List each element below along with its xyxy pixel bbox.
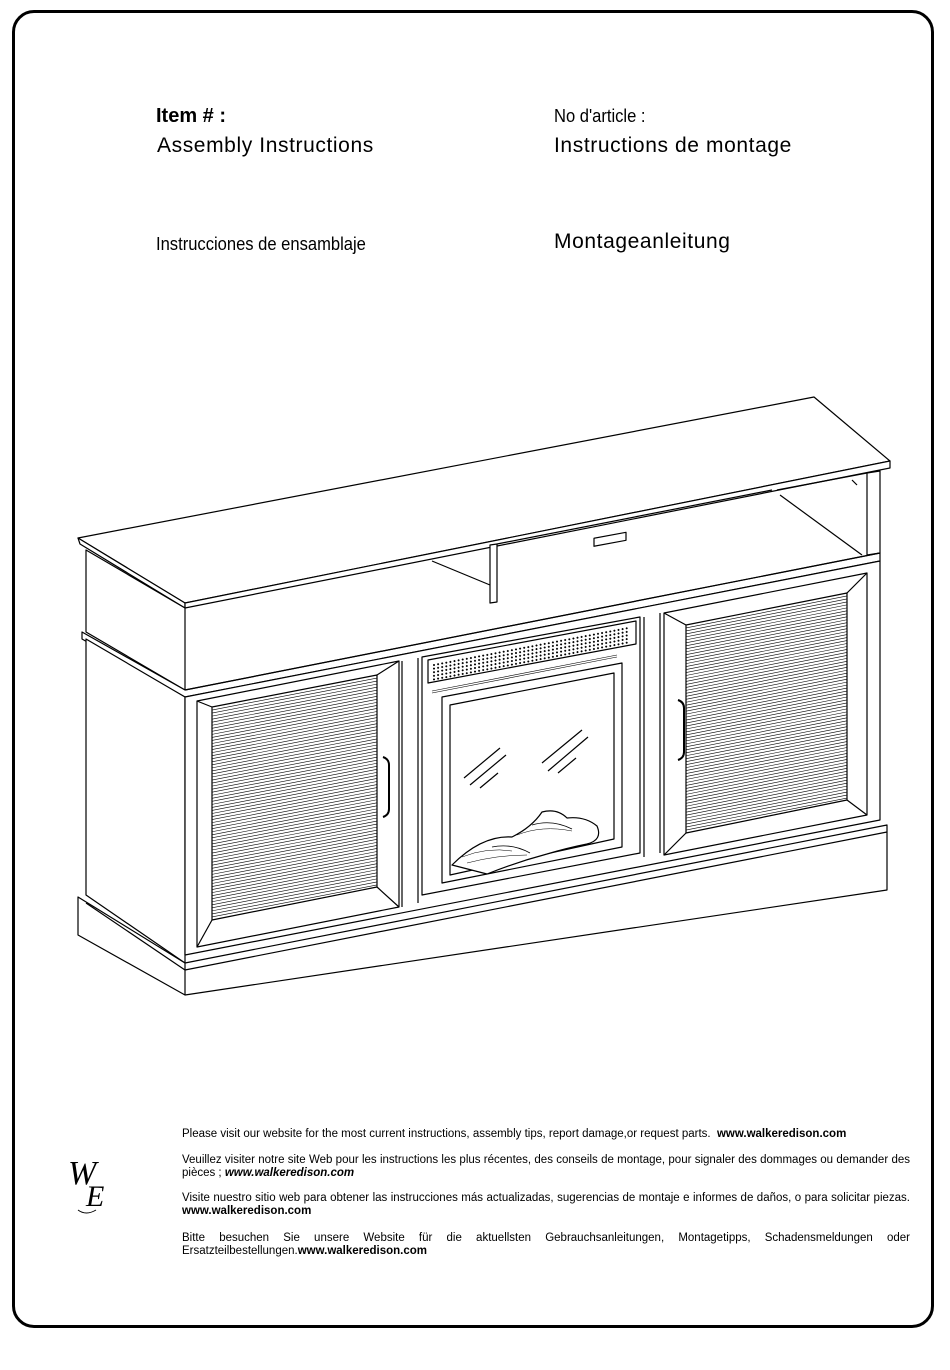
vent-dot (482, 655, 484, 657)
vent-dot (560, 647, 562, 649)
vent-dot (536, 659, 538, 661)
vent-dot (544, 647, 546, 649)
vent-dot (433, 675, 435, 677)
vent-dot (540, 644, 542, 646)
vent-dot (474, 671, 476, 673)
vent-dot (614, 634, 616, 636)
vent-dot (528, 646, 530, 648)
vent-dot (564, 654, 566, 656)
vent-dot (544, 658, 546, 660)
vent-dot (503, 651, 505, 653)
vent-dot (548, 650, 550, 652)
vent-dot (519, 662, 521, 664)
walker-edison-monogram-icon (66, 1150, 128, 1216)
vent-dot (523, 651, 525, 653)
vent-dot (540, 651, 542, 653)
vent-dot (532, 656, 534, 658)
vent-dot (573, 649, 575, 651)
vent-dot (507, 665, 509, 667)
vent-dot (585, 639, 587, 641)
vent-dot (589, 638, 591, 640)
vent-dot (589, 642, 591, 644)
vent-dot (573, 645, 575, 647)
vent-dot (573, 641, 575, 643)
vent-dot (626, 631, 628, 633)
vent-dot (462, 666, 464, 668)
vent-dot (544, 650, 546, 652)
vent-dot (487, 669, 489, 671)
vent-dot (470, 672, 472, 674)
footer-fr-url[interactable]: www.walkeredison.com (224, 1167, 355, 1179)
vent-dot (532, 646, 534, 648)
vent-dot (458, 670, 460, 672)
vent-dot (589, 635, 591, 637)
vent-dot (519, 659, 521, 661)
shelf-divider (490, 544, 497, 603)
vent-dot (499, 666, 501, 668)
vent-dot (569, 642, 571, 644)
vent-dot (511, 649, 513, 651)
vent-dot (433, 664, 435, 666)
svg-text:E: E (86, 1180, 105, 1213)
vent-dot (507, 654, 509, 656)
vent-dot (618, 640, 620, 642)
vent-dot (585, 646, 587, 648)
footer-en-text: Please visit our website for the most current instructions, assembly tips, report damage,or request parts. (182, 1128, 711, 1140)
vent-dot (458, 663, 460, 665)
vent-dot (523, 661, 525, 663)
vent-dot (450, 676, 452, 678)
vent-dot (626, 642, 628, 644)
vent-dot (552, 656, 554, 658)
article-number-label: No d'article : (554, 106, 646, 126)
vent-dot (503, 658, 505, 660)
vent-dot (523, 654, 525, 656)
vent-dot (601, 639, 603, 641)
vent-dot (560, 640, 562, 642)
vent-dot (487, 658, 489, 660)
vent-dot (482, 666, 484, 668)
vent-dot (458, 660, 460, 662)
vent-dot (446, 666, 448, 668)
vent-dot (536, 648, 538, 650)
vent-dot (450, 668, 452, 670)
vent-dot (491, 653, 493, 655)
vent-dot (458, 674, 460, 676)
vent-dot (511, 660, 513, 662)
vent-dot (507, 650, 509, 652)
vent-dot (523, 658, 525, 660)
vent-dot (433, 668, 435, 670)
vent-dot (528, 657, 530, 659)
vent-dot (519, 655, 521, 657)
vent-dot (610, 634, 612, 636)
vent-dot (454, 675, 456, 677)
vent-dot (577, 641, 579, 643)
vent-dot (593, 641, 595, 643)
vent-dot (495, 653, 497, 655)
vent-dot (523, 647, 525, 649)
vent-dot (495, 663, 497, 665)
vent-dot (515, 663, 517, 665)
vent-dot (532, 660, 534, 662)
vent-dot (577, 651, 579, 653)
footer-en-url[interactable]: www.walkeredison.com (716, 1128, 847, 1140)
vent-dot (577, 637, 579, 639)
vent-dot (540, 648, 542, 650)
vent-dot (454, 671, 456, 673)
vent-dot (622, 632, 624, 634)
vent-dot (528, 650, 530, 652)
vent-dot (626, 635, 628, 637)
vent-dot (536, 645, 538, 647)
vent-dot (605, 642, 607, 644)
vent-dot (552, 649, 554, 651)
footer-en (182, 1128, 910, 1141)
vent-dot (552, 652, 554, 654)
vent-dot (466, 658, 468, 660)
vent-dot (548, 642, 550, 644)
vent-dot (614, 644, 616, 646)
vent-dot (618, 636, 620, 638)
vent-dot (462, 670, 464, 672)
vent-dot (478, 663, 480, 665)
vent-dot (569, 646, 571, 648)
fireplace-control-panel (594, 532, 626, 546)
vent-dot (462, 662, 464, 664)
footer-de (182, 1232, 910, 1258)
vent-dot (491, 668, 493, 670)
vent-dot (614, 637, 616, 639)
vent-dot (597, 640, 599, 642)
svg-text:W: W (68, 1155, 97, 1192)
vent-dot (577, 648, 579, 650)
vent-dot (441, 670, 443, 672)
vent-dot (437, 667, 439, 669)
vent-dot (446, 662, 448, 664)
vent-dot (511, 657, 513, 659)
vent-dot (597, 633, 599, 635)
vent-dot (605, 631, 607, 633)
vent-dot (601, 636, 603, 638)
vent-dot (569, 649, 571, 651)
vent-dot (585, 643, 587, 645)
vent-dot (548, 653, 550, 655)
vent-dot (433, 671, 435, 673)
vent-dot (499, 659, 501, 661)
vent-dot (581, 643, 583, 645)
vent-dot (466, 662, 468, 664)
vent-dot (577, 644, 579, 646)
vent-dot (605, 639, 607, 641)
vent-dot (593, 645, 595, 647)
footer-es-text: Visite nuestro sitio web para obtener las instrucciones más actualizadas, sugerencias de montaje e informes de daños, o para solicitar piezas. (182, 1192, 910, 1204)
vent-dot (495, 656, 497, 658)
vent-dot (478, 670, 480, 672)
vent-dot (470, 661, 472, 663)
vent-dot (581, 647, 583, 649)
vent-dot (511, 664, 513, 666)
vent-dot (585, 635, 587, 637)
vent-dot (601, 647, 603, 649)
vent-dot (450, 665, 452, 667)
vent-dot (437, 671, 439, 673)
vent-dot (482, 669, 484, 671)
vent-dot (470, 664, 472, 666)
vent-dot (499, 652, 501, 654)
vent-dot (593, 637, 595, 639)
vent-dot (536, 656, 538, 658)
vent-dot (560, 654, 562, 656)
vent-dot (540, 655, 542, 657)
vent-dot (610, 631, 612, 633)
vent-dot (556, 644, 558, 646)
vent-dot (556, 648, 558, 650)
vent-dot (478, 659, 480, 661)
footer-fr (182, 1154, 910, 1180)
vent-dot (441, 673, 443, 675)
vent-dot (552, 645, 554, 647)
vent-dot (487, 665, 489, 667)
vent-dot (441, 663, 443, 665)
vent-dot (569, 639, 571, 641)
vent-dot (597, 647, 599, 649)
vent-dot (605, 646, 607, 648)
vent-dot (548, 646, 550, 648)
vent-dot (564, 650, 566, 652)
vent-dot (482, 662, 484, 664)
vent-dot (569, 653, 571, 655)
vent-dot (548, 657, 550, 659)
vent-dot (503, 655, 505, 657)
vent-dot (585, 650, 587, 652)
vent-dot (560, 644, 562, 646)
vent-dot (556, 655, 558, 657)
vent-dot (458, 667, 460, 669)
vent-dot (605, 635, 607, 637)
vent-dot (466, 672, 468, 674)
vent-dot (532, 649, 534, 651)
vent-dot (622, 628, 624, 630)
tv-stand-fireplace-illustration (72, 395, 894, 1000)
vent-dot (589, 645, 591, 647)
vent-dot (544, 643, 546, 645)
vent-dot (622, 643, 624, 645)
vent-dot (618, 644, 620, 646)
vent-dot (556, 652, 558, 654)
vent-dot (536, 652, 538, 654)
vent-dot (474, 667, 476, 669)
vent-dot (470, 657, 472, 659)
vent-dot (454, 668, 456, 670)
vent-dot (532, 653, 534, 655)
vent-dot (560, 651, 562, 653)
vent-dot (519, 651, 521, 653)
vent-dot (474, 660, 476, 662)
vent-dot (564, 639, 566, 641)
vent-dot (503, 662, 505, 664)
vent-dot (618, 633, 620, 635)
vent-dot (446, 669, 448, 671)
vent-dot (466, 665, 468, 667)
footer-es (182, 1192, 910, 1218)
vent-dot (589, 649, 591, 651)
footer-es-url[interactable]: www.walkeredison.com (182, 1205, 312, 1217)
vent-dot (495, 660, 497, 662)
assembly-instructions-fr: Instructions de montage (554, 134, 792, 157)
vent-dot (556, 641, 558, 643)
vent-dot (437, 678, 439, 680)
vent-dot (478, 666, 480, 668)
vent-dot (466, 669, 468, 671)
vent-dot (597, 637, 599, 639)
vent-dot (528, 654, 530, 656)
vent-dot (511, 653, 513, 655)
vent-dot (450, 672, 452, 674)
vent-dot (446, 673, 448, 675)
vent-dot (474, 656, 476, 658)
footer-de-url[interactable]: www.walkeredison.com (297, 1245, 428, 1257)
vent-dot (626, 638, 628, 640)
vent-dot (487, 654, 489, 656)
right-upper-side (867, 471, 880, 555)
footer-fr-text: Veuillez visiter notre site Web pour les instructions les plus récentes, des conseils de montage, pour signaler des dommages ou demander des pièces ; (182, 1154, 910, 1179)
vent-dot (462, 673, 464, 675)
vent-dot (597, 644, 599, 646)
vent-dot (610, 642, 612, 644)
vent-dot (601, 632, 603, 634)
vent-dot (552, 642, 554, 644)
vent-dot (540, 658, 542, 660)
vent-dot (499, 663, 501, 665)
vent-dot (507, 661, 509, 663)
vent-dot (593, 648, 595, 650)
vent-dot (519, 648, 521, 650)
vent-dot (474, 664, 476, 666)
vent-dot (446, 676, 448, 678)
vent-dot (610, 645, 612, 647)
vent-dot (487, 661, 489, 663)
vent-dot (610, 638, 612, 640)
vent-dot (614, 630, 616, 632)
vent-dot (626, 628, 628, 630)
item-number-label: Item # : (156, 105, 227, 127)
vent-dot (593, 634, 595, 636)
assembly-instructions-de: Montageanleitung (554, 230, 731, 253)
vent-dot (515, 649, 517, 651)
vent-dot (573, 652, 575, 654)
vent-dot (581, 651, 583, 653)
vent-dot (601, 643, 603, 645)
vent-dot (454, 664, 456, 666)
vent-dot (441, 677, 443, 679)
vent-dot (433, 679, 435, 681)
vent-dot (462, 659, 464, 661)
vent-dot (441, 666, 443, 668)
vent-dot (515, 656, 517, 658)
vent-dot (515, 652, 517, 654)
vent-dot (581, 636, 583, 638)
vent-dot (564, 646, 566, 648)
vent-dot (515, 659, 517, 661)
vent-dot (491, 661, 493, 663)
vent-dot (573, 638, 575, 640)
vent-dot (507, 657, 509, 659)
vent-dot (618, 629, 620, 631)
vent-dot (528, 661, 530, 663)
vent-dot (450, 661, 452, 663)
vent-dot (503, 665, 505, 667)
top-panel (78, 397, 890, 603)
assembly-instructions-en: Assembly Instructions (157, 134, 374, 157)
vent-dot (437, 663, 439, 665)
vent-dot (499, 655, 501, 657)
footer-de-text: Bitte besuchen Sie unsere Website für die aktuellsten Gebrauchsanleitungen, Montagetipps, Schadensmeldungen oder Ersatzteilbestellungen. (182, 1232, 910, 1257)
vent-dot (622, 639, 624, 641)
vent-dot (564, 643, 566, 645)
vent-dot (581, 640, 583, 642)
vent-dot (454, 660, 456, 662)
vent-dot (470, 668, 472, 670)
vent-dot (491, 657, 493, 659)
vent-dot (491, 664, 493, 666)
vent-dot (544, 654, 546, 656)
vent-dot (482, 658, 484, 660)
vent-dot (622, 636, 624, 638)
vent-dot (437, 674, 439, 676)
vent-dot (614, 641, 616, 643)
vent-dot (495, 667, 497, 669)
vent-dot (478, 656, 480, 658)
assembly-instructions-es: Instrucciones de ensamblaje (156, 234, 366, 254)
